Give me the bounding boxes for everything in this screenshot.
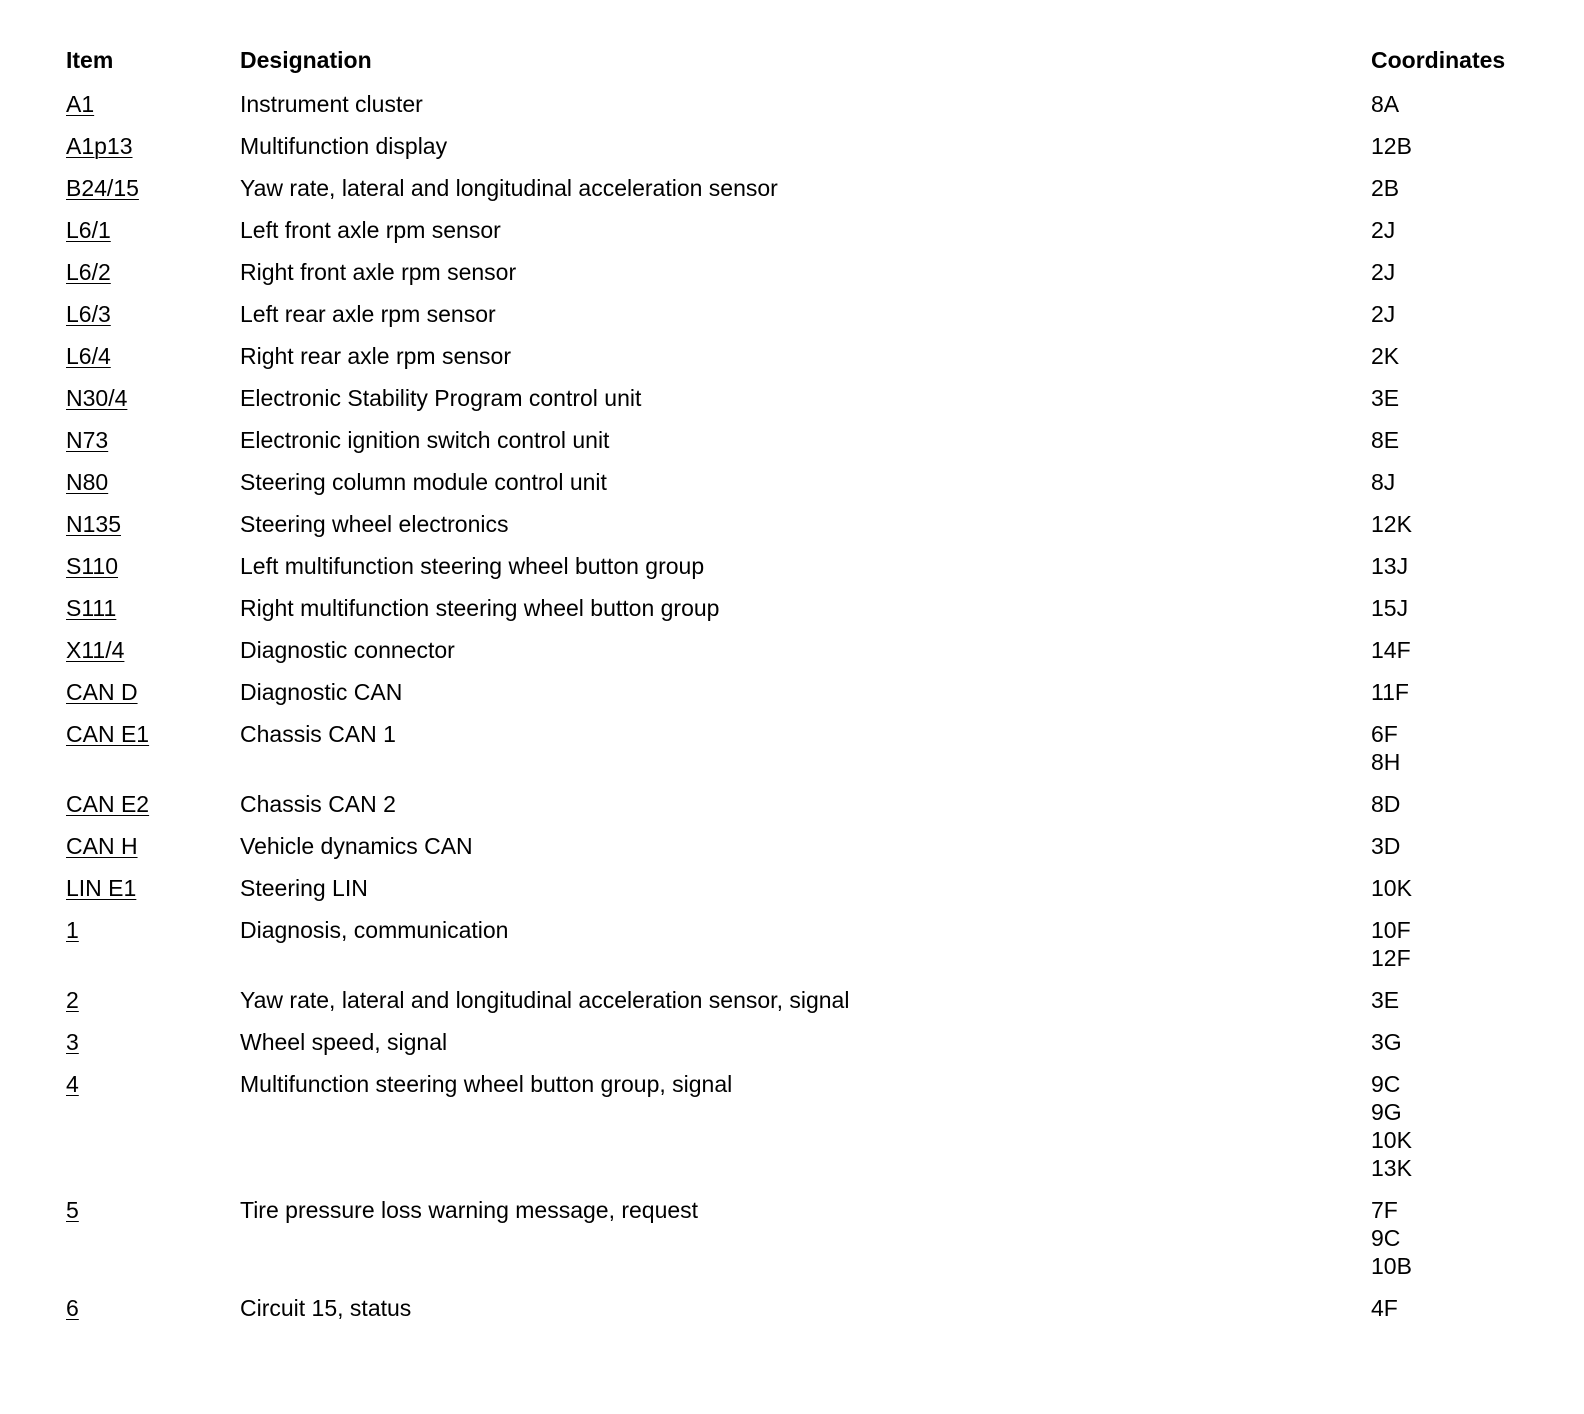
coordinates-cell	[1371, 342, 1399, 370]
item-link[interactable]: CAN D	[66, 679, 138, 705]
item-cell	[66, 426, 108, 454]
table-row	[66, 980, 1566, 1022]
item-cell	[66, 1070, 79, 1098]
item-link[interactable]: 3	[66, 1029, 79, 1055]
coordinate-value: 2B	[1371, 175, 1400, 201]
coordinate-value: 12B	[1371, 133, 1412, 159]
item-cell	[66, 174, 139, 202]
designation-cell: Diagnostic connector	[240, 637, 455, 663]
coordinate-value: 2J	[1371, 301, 1396, 327]
table-row	[66, 868, 1566, 910]
header-item: Item	[66, 47, 114, 73]
designation-cell: Multifunction display	[240, 133, 448, 159]
designation-cell: Steering LIN	[240, 875, 368, 901]
designation-cell: Chassis CAN 2	[240, 791, 396, 817]
item-cell	[66, 510, 121, 538]
coordinates-cell	[1371, 1070, 1412, 1182]
coordinates-cell	[1371, 174, 1399, 202]
item-link[interactable]: L6/1	[66, 217, 111, 243]
item-link[interactable]: N135	[66, 511, 121, 537]
table-row	[66, 714, 1566, 784]
item-link[interactable]: N80	[66, 469, 109, 495]
coordinate-value: 2J	[1371, 259, 1396, 285]
coordinate-value: 14F	[1371, 637, 1411, 663]
item-link[interactable]: L6/3	[66, 301, 111, 327]
coordinates-cell	[1371, 426, 1399, 454]
designation-cell: Right rear axle rpm sensor	[240, 343, 511, 369]
item-link[interactable]: CAN E2	[66, 791, 150, 817]
coordinate-value: 4F	[1371, 1295, 1398, 1321]
designation-cell: Instrument cluster	[240, 91, 423, 117]
item-cell	[66, 832, 138, 860]
item-cell	[66, 300, 111, 328]
table-row	[66, 294, 1566, 336]
item-link[interactable]: 2	[66, 987, 79, 1013]
coordinate-value: 12F	[1371, 945, 1411, 971]
coordinates-cell	[1371, 216, 1395, 244]
coordinates-cell	[1371, 594, 1408, 622]
table-row	[66, 672, 1566, 714]
item-cell	[66, 90, 94, 118]
item-link[interactable]: N73	[66, 427, 109, 453]
table-row	[66, 252, 1566, 294]
table-row	[66, 1288, 1566, 1330]
coordinate-value: 8A	[1371, 91, 1400, 117]
header-row	[66, 40, 1566, 84]
coordinates-cell	[1371, 790, 1400, 818]
table-row	[66, 210, 1566, 252]
item-link[interactable]: 4	[66, 1071, 79, 1097]
coordinate-value: 6F	[1371, 721, 1398, 747]
coordinate-value: 9G	[1371, 1099, 1402, 1125]
coordinate-value: 9C	[1371, 1225, 1401, 1251]
designation-cell: Right front axle rpm sensor	[240, 259, 517, 285]
coordinate-value: 9C	[1371, 1071, 1401, 1097]
item-link[interactable]: B24/15	[66, 175, 139, 201]
item-link[interactable]: 6	[66, 1295, 79, 1321]
designation-cell: Wheel speed, signal	[240, 1029, 448, 1055]
coordinate-value: 3E	[1371, 987, 1400, 1013]
coordinate-value: 2J	[1371, 217, 1396, 243]
table-row	[66, 378, 1566, 420]
coordinates-cell	[1371, 986, 1399, 1014]
coordinate-value: 3E	[1371, 385, 1400, 411]
coordinates-cell	[1371, 258, 1395, 286]
table-row	[66, 420, 1566, 462]
coordinate-value: 11F	[1371, 679, 1409, 705]
item-cell	[66, 1294, 79, 1322]
table-row	[66, 546, 1566, 588]
item-cell	[66, 1028, 79, 1056]
coordinate-value: 10F	[1371, 917, 1411, 943]
coordinates-cell	[1371, 916, 1411, 972]
designation-cell: Vehicle dynamics CAN	[240, 833, 473, 859]
coordinate-value: 12K	[1371, 511, 1412, 537]
item-cell	[66, 216, 111, 244]
designation-cell: Diagnosis, communication	[240, 917, 509, 943]
designation-cell: Circuit 15, status	[240, 1295, 412, 1321]
coordinates-cell	[1371, 1196, 1412, 1280]
item-link[interactable]: N30/4	[66, 385, 128, 411]
coordinates-cell	[1371, 874, 1412, 902]
item-link[interactable]: CAN H	[66, 833, 138, 859]
item-cell	[66, 1196, 79, 1224]
coordinates-cell	[1371, 832, 1400, 860]
item-link[interactable]: S111	[66, 595, 117, 621]
header-designation: Designation	[240, 47, 372, 73]
table-body	[66, 84, 1566, 1330]
designation-cell: Yaw rate, lateral and longitudinal acceleration sensor, signal	[240, 987, 850, 1013]
coordinate-value: 13J	[1371, 553, 1409, 579]
item-link[interactable]: S110	[66, 553, 119, 579]
designation-cell: Steering wheel electronics	[240, 511, 509, 537]
coordinates-cell	[1371, 1028, 1402, 1056]
designation-cell: Left multifunction steering wheel button group	[240, 553, 705, 579]
item-link[interactable]: 5	[66, 1197, 79, 1223]
table-row	[66, 1064, 1566, 1190]
item-link[interactable]: X11/4	[66, 637, 125, 663]
item-cell	[66, 790, 149, 818]
header-coordinates: Coordinates	[1371, 47, 1506, 73]
legend-table	[66, 40, 1566, 1330]
designation-cell: Electronic ignition switch control unit	[240, 427, 610, 453]
coordinate-value: 15J	[1371, 595, 1409, 621]
designation-cell: Multifunction steering wheel button group, signal	[240, 1071, 733, 1097]
coordinates-cell	[1371, 384, 1399, 412]
table-row	[66, 910, 1566, 980]
table-row	[66, 826, 1566, 868]
item-link[interactable]: L6/4	[66, 343, 111, 369]
coordinate-value: 3D	[1371, 833, 1401, 859]
coordinate-value: 13K	[1371, 1155, 1412, 1181]
table-row	[66, 1022, 1566, 1064]
coordinates-cell	[1371, 678, 1409, 706]
coordinate-value: 8J	[1371, 469, 1396, 495]
item-cell	[66, 720, 149, 748]
item-cell	[66, 678, 138, 706]
coordinate-value: 8H	[1371, 749, 1401, 775]
item-cell	[66, 468, 108, 496]
table-row	[66, 1190, 1566, 1288]
item-link[interactable]: L6/2	[66, 259, 111, 285]
designation-cell: Left rear axle rpm sensor	[240, 301, 496, 327]
designation-cell: Left front axle rpm sensor	[240, 217, 501, 243]
coordinate-value: 2K	[1371, 343, 1400, 369]
table-row	[66, 336, 1566, 378]
coordinates-cell	[1371, 300, 1395, 328]
table-row	[66, 588, 1566, 630]
designation-cell: Steering column module control unit	[240, 469, 607, 495]
table-row	[66, 462, 1566, 504]
table-row	[66, 630, 1566, 672]
item-cell	[66, 552, 118, 580]
item-cell	[66, 342, 111, 370]
coordinates-cell	[1371, 510, 1412, 538]
designation-cell: Right multifunction steering wheel button group	[240, 595, 720, 621]
item-link[interactable]: CAN E1	[66, 721, 150, 747]
coordinates-cell	[1371, 552, 1408, 580]
item-link[interactable]: A1	[66, 91, 95, 117]
table-row	[66, 84, 1566, 126]
item-link[interactable]: A1p13	[66, 133, 133, 159]
table-row	[66, 784, 1566, 826]
item-cell	[66, 258, 111, 286]
designation-cell: Yaw rate, lateral and longitudinal acceleration sensor	[240, 175, 778, 201]
item-link[interactable]: LIN E1	[66, 875, 137, 901]
coordinate-value: 7F	[1371, 1197, 1398, 1223]
designation-cell: Diagnostic CAN	[240, 679, 403, 705]
item-cell	[66, 874, 136, 902]
item-cell	[66, 916, 79, 944]
item-cell	[66, 986, 79, 1014]
designation-cell: Electronic Stability Program control unit	[240, 385, 642, 411]
designation-cell: Tire pressure loss warning message, request	[240, 1197, 699, 1223]
coordinates-cell	[1371, 468, 1395, 496]
coordinates-cell	[1371, 636, 1411, 664]
coordinates-cell	[1371, 1294, 1398, 1322]
item-cell	[66, 132, 133, 160]
coordinate-value: 10K	[1371, 1127, 1412, 1153]
table-row	[66, 126, 1566, 168]
table-row	[66, 504, 1566, 546]
item-link[interactable]: 1	[66, 917, 79, 943]
coordinates-cell	[1371, 90, 1399, 118]
coordinate-value: 10K	[1371, 875, 1412, 901]
designation-cell: Chassis CAN 1	[240, 721, 396, 747]
coordinate-value: 3G	[1371, 1029, 1402, 1055]
coordinate-value: 8D	[1371, 791, 1401, 817]
table-row	[66, 168, 1566, 210]
coordinates-cell	[1371, 720, 1400, 776]
item-cell	[66, 384, 127, 412]
coordinate-value: 8E	[1371, 427, 1400, 453]
item-cell	[66, 594, 116, 622]
coordinate-value: 10B	[1371, 1253, 1412, 1279]
item-cell	[66, 636, 124, 664]
coordinates-cell	[1371, 132, 1412, 160]
